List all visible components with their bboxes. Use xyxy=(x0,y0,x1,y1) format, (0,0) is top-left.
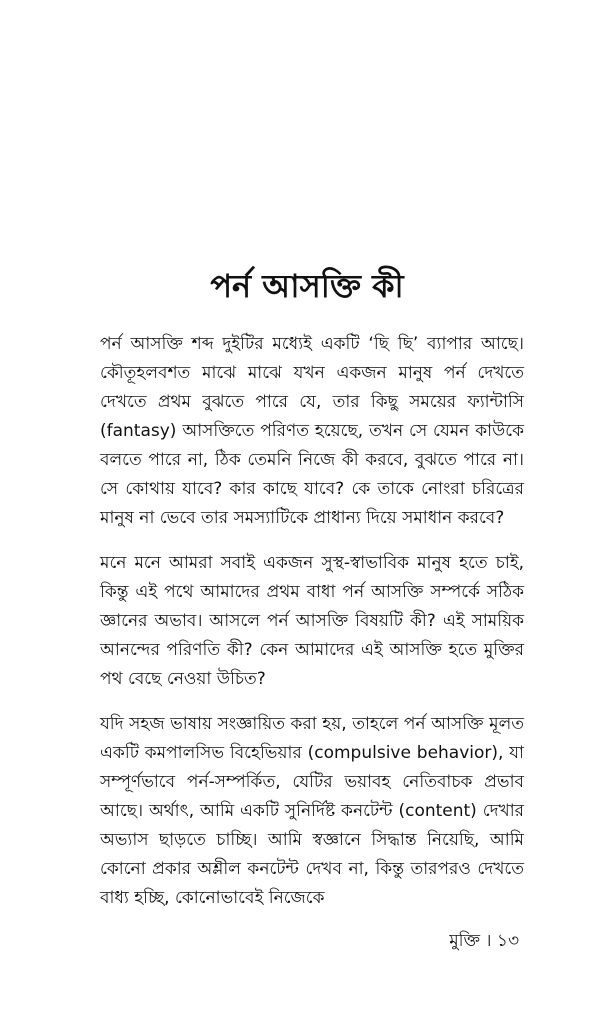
paragraph-2: মনে মনে আমরা সবাই একজন সুস্থ-স্বাভাবিক মানুষ হতে চাই, কিন্তু এই পথে আমাদের প্রথম বাধা পর্ন আসক্তি সম্পর্কে সঠিক জ্ঞানের অভাব। আসলে পর্ন আসক্তি বিষয়টি কী? এই সাময়িক আনন্দের পরিণতি কী? কেন আমাদের এই আসক্তি হতে মুক্তির পথ বেছে নেওয়া উচিত? xyxy=(100,553,524,689)
body-text xyxy=(100,330,524,929)
paragraph-3: যদি সহজ ভাষায় সংজ্ঞায়িত করা হয়, তাহলে পর্ন আসক্তি মূলত একটি কমপালসিভ বিহেভিয়ার (compulsive behavior), যা সম্পূর্ণভাবে পর্ন-সম্পর্কিত, যেটির ভয়াবহ নেতিবাচক প্রভাব আছে। অর্থাৎ, আমি একটি সুনির্দিষ্ট কনটেন্ট (content) দেখার অভ্যাস ছাড়তে চাচ্ছি। আমি স্বজ্ঞানে সিদ্ধান্ত নিয়েছি, আমি কোনো প্রকার অশ্লীল কনটেন্ট দেখব না, কিন্তু তারপরও দেখতে বাধ্য হচ্ছি, কোনোভাবেই নিজেকে xyxy=(100,714,524,908)
page-footer: মুক্তি । ১৩ xyxy=(449,931,519,951)
chapter-title: পর্ন আসক্তি কী xyxy=(210,267,404,305)
paragraph-1: পর্ন আসক্তি শব্দ দুইটির মধ্যেই একটি ‘ছি ছি’ ব্যাপার আছে। কৌতূহলবশত মাঝে মাঝে যখন একজন মানুষ পর্ন দেখতে দেখতে প্রথম বুঝতে পারে যে, তার কিছু সময়ের ফ্যান্টাসি (fantasy) আসক্তিতে পরিণত হয়েছে, তখন সে যেমন কাউকে বলতে পারে না, ঠিক তেমনি নিজে কী করবে, বুঝতে পারে না। সে কোথায় যাবে? কার কাছে যাবে? কে তাকে নোংরা চরিত্রের মানুষ না ভেবে তার সমস্যাটিকে প্রাধান্য দিয়ে সমাধান করবে? xyxy=(100,334,524,528)
